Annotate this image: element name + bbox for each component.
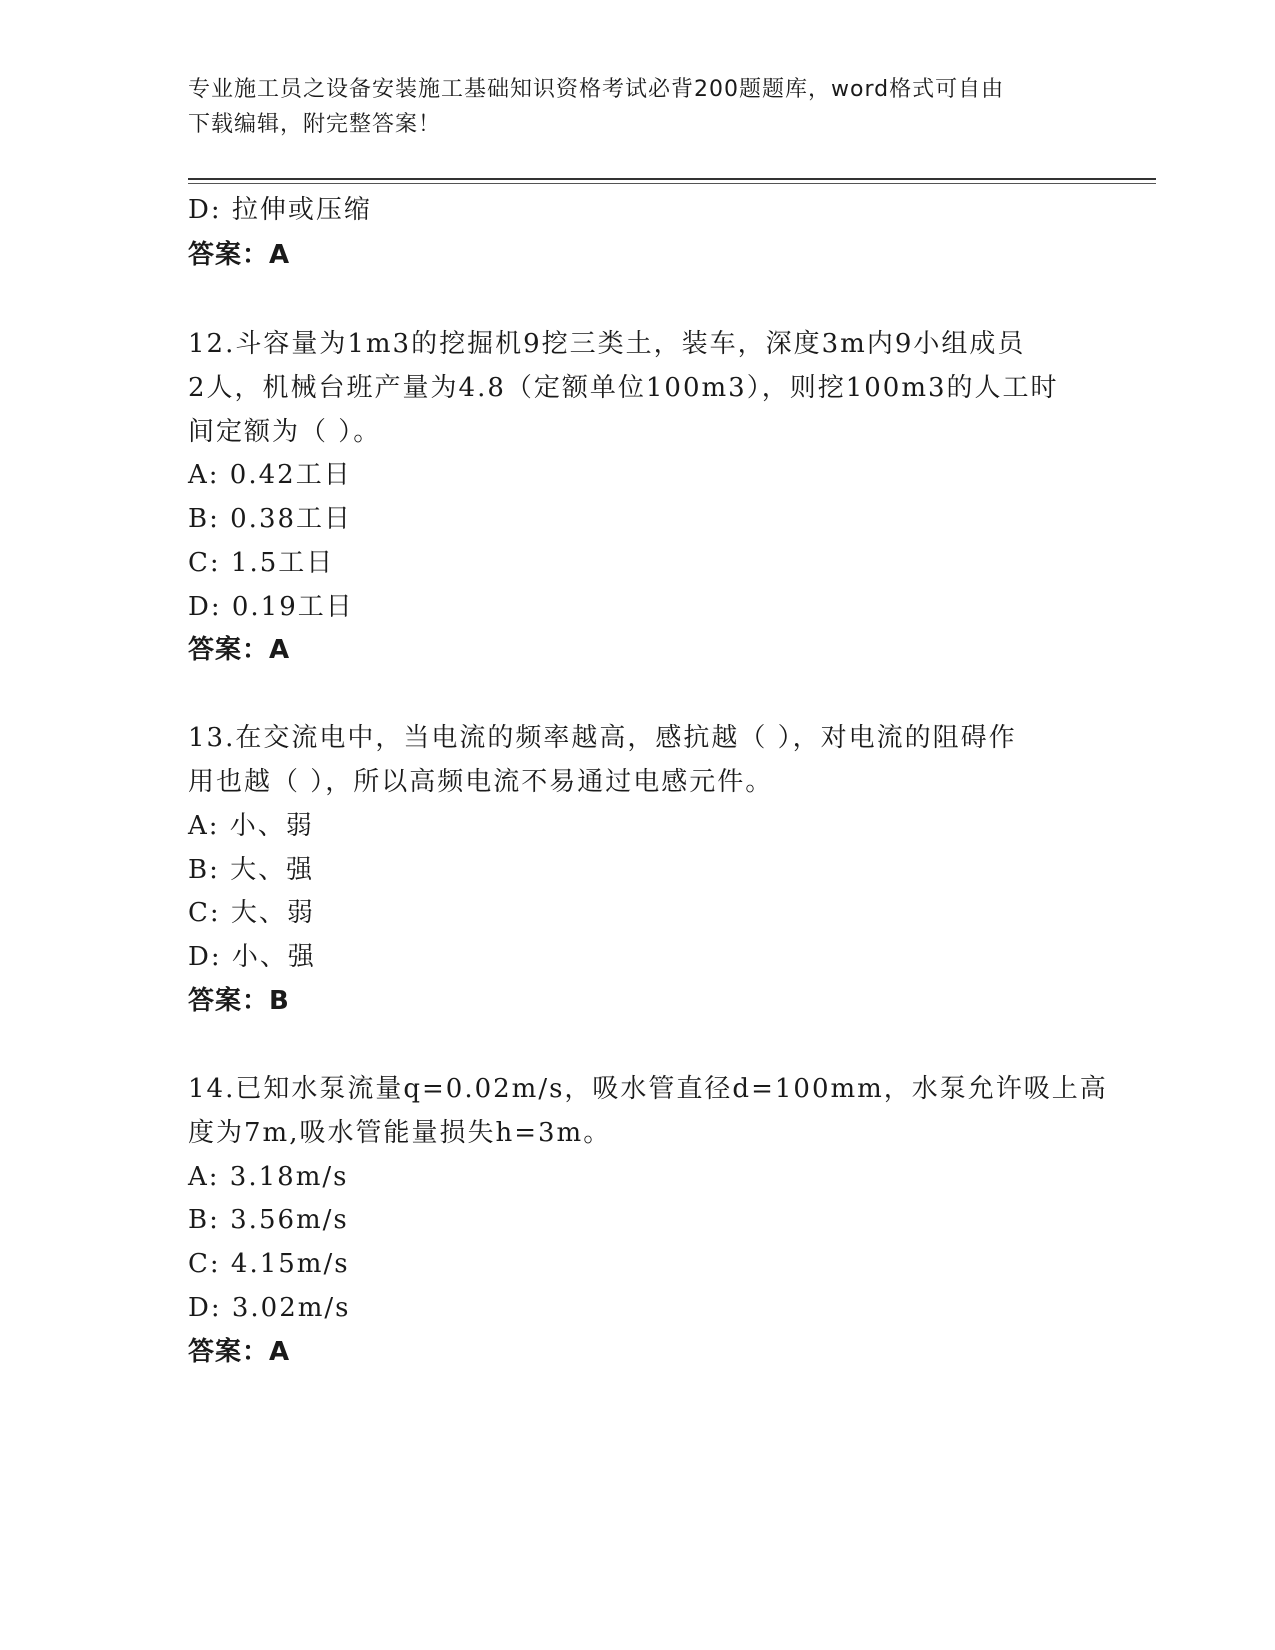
prev-option-d: D: 拉伸或压缩 <box>188 195 372 225</box>
q14-text-line-2: 度为7m,吸水管能量损失h=3m。 <box>188 1118 612 1148</box>
q12-text-line-2: 2人，机械台班产量为4.8（定额单位100m3），则挖100m3的人工时 <box>188 373 1059 403</box>
q13-option-d: D: 小、强 <box>188 942 316 972</box>
page-header <box>188 72 1068 142</box>
header-divider <box>188 178 1156 180</box>
prev-answer: 答案：A <box>188 240 291 270</box>
q14-text-line-1: 14.已知水泵流量q=0.02m/s，吸水管直径d=100mm，水泵允许吸上高 <box>188 1074 1108 1104</box>
q13-answer: 答案：B <box>188 986 290 1016</box>
q12-option-b: B: 0.38工日 <box>188 504 353 534</box>
header-line-1: 专业施工员之设备安装施工基础知识资格考试必背200题题库，word格式可自由 <box>188 77 1005 102</box>
q12-text-line-1: 12.斗容量为1m3的挖掘机9挖三类土，装车，深度3m内9小组成员 <box>188 329 1026 359</box>
q12-text-line-3: 间定额为（ ）。 <box>188 417 382 447</box>
q12-option-d: D: 0.19工日 <box>188 592 354 622</box>
header-divider-thin <box>188 183 1156 184</box>
q13-text-line-1: 13.在交流电中，当电流的频率越高，感抗越（ ），对电流的阻碍作 <box>188 723 1017 753</box>
q13-text-line-2: 用也越（ ），所以高频电流不易通过电感元件。 <box>188 767 774 797</box>
q14-answer: 答案：A <box>188 1337 291 1367</box>
q14-option-c: C: 4.15m/s <box>188 1249 350 1279</box>
q13-option-c: C: 大、弱 <box>188 898 315 928</box>
q14-option-b: B: 3.56m/s <box>188 1205 349 1235</box>
q14-option-d: D: 3.02m/s <box>188 1293 351 1323</box>
header-line-2: 下载编辑，附完整答案！ <box>188 112 442 137</box>
q12-answer: 答案：A <box>188 635 291 665</box>
q13-option-b: B: 大、强 <box>188 855 315 885</box>
q14-option-a: A: 3.18m/s <box>188 1162 349 1192</box>
q12-option-c: C: 1.5工日 <box>188 548 335 578</box>
q13-option-a: A: 小、弱 <box>188 811 314 841</box>
q12-option-a: A: 0.42工日 <box>188 460 352 490</box>
